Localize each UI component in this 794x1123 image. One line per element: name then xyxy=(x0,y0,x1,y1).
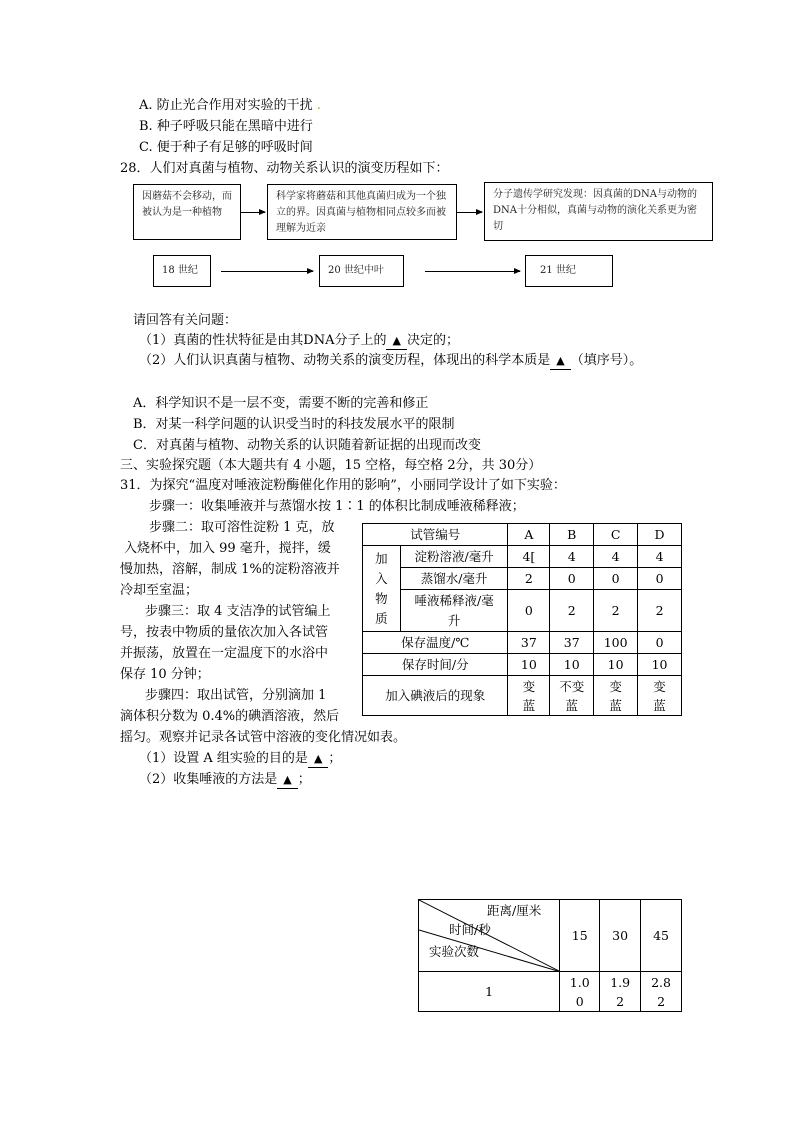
q27-option-c: C. 便于种子有足够的呼吸时间 xyxy=(139,140,313,155)
table-cell: 2 xyxy=(638,590,682,632)
distance-time-table xyxy=(418,899,682,1012)
q31-step2: 冷却至室温； xyxy=(120,583,199,598)
q31-step2: 步骤二：取可溶性淀粉 1 克，放 xyxy=(149,520,335,535)
table-cell: 2 xyxy=(594,590,638,632)
q28-prompt: 请回答有关问题： xyxy=(133,313,238,328)
q27-option-a: A. 防止光合作用对实验的干扰 . xyxy=(139,98,321,113)
arrow-icon xyxy=(425,271,520,272)
table-cell: 变 蓝 xyxy=(638,676,682,716)
table-cell: 变 蓝 xyxy=(508,676,550,716)
q31-step4: 步骤四：取出试管，分别滴加 1 xyxy=(145,688,327,703)
blank-triangle-icon: ▲ xyxy=(386,333,406,350)
q28-sub1: （1）真菌的性状特征是由其DNA分子上的 ▲ 决定的； xyxy=(139,333,459,348)
diag-distance-label: 距离/厘米 xyxy=(487,903,542,918)
table-cell: 1.9 2 xyxy=(600,972,641,1012)
table-cell: 10 xyxy=(550,654,594,676)
table-cell: 100 xyxy=(594,632,638,654)
table-header: 试管编号 xyxy=(363,524,508,546)
row-label: 淀粉溶液/毫升 xyxy=(400,546,508,568)
diag-trial-label: 实验次数 xyxy=(429,944,480,959)
table-cell: 4 xyxy=(638,546,682,568)
row-label: 保存温度/℃ xyxy=(363,632,508,654)
col-header: C xyxy=(594,524,638,546)
table-cell: 10 xyxy=(638,654,682,676)
q28-sub2: （2）人们认识真菌与植物、动物关系的演变历程，体现出的科学本质是 ▲ （填序号）。 xyxy=(139,353,643,368)
q31-step4: 摇匀。观察并记录各试管中溶液的变化情况如表。 xyxy=(120,730,407,745)
experiment-table xyxy=(362,523,682,716)
q31-step4: 滴体积分数为 0.4%的碘酒溶液，然后 xyxy=(120,709,340,724)
col-header: 45 xyxy=(641,900,682,972)
q31-step2: 入烧杯中，加入 99 毫升，搅拌，缓 xyxy=(124,541,331,556)
era-18th-century: 18 世纪 xyxy=(153,255,211,287)
row-label: 保存时间/分 xyxy=(363,654,508,676)
col-header: B xyxy=(550,524,594,546)
q31-step1: 步骤一：收集唾液并与蒸馏水按 1∶1 的体积比制成唾液稀释液； xyxy=(149,499,525,514)
section-3-heading: 三、实验探究题（本大题共有 4 小题，15 空格，每空格 2分，共 30分） xyxy=(120,458,542,473)
table-cell: 10 xyxy=(594,654,638,676)
table-cell: 0 xyxy=(594,568,638,590)
q28-option-c: C．对真菌与植物、动物关系的认识随着新证据的出现而改变 xyxy=(133,438,481,453)
box-20th-century-view: 科学家将蘑菇和其他真菌归成为一个独立的界。因真菌与植物相同点较多而被理解为近亲 xyxy=(267,184,457,240)
blank-triangle-icon: ▲ xyxy=(277,772,297,789)
blank-triangle-icon: ▲ xyxy=(308,751,328,768)
col-header: 15 xyxy=(560,900,600,972)
box-21st-century-view: 分子遗传学研究发现：因真菌的DNA与动物的DNA十分相似，真菌与动物的演化关系更为密切 xyxy=(484,182,713,241)
table-cell: 0 xyxy=(508,590,550,632)
row-label: 加入碘液后的现象 xyxy=(363,676,508,716)
added-substance-label: 加 入 物 质 xyxy=(363,546,401,632)
table-cell: 不变 蓝 xyxy=(550,676,594,716)
diagonal-header-cell xyxy=(419,900,560,972)
table-cell: 0 xyxy=(550,568,594,590)
q31-step3: 保存 10 分钟； xyxy=(120,667,210,682)
row-label: 蒸馏水/毫升 xyxy=(400,568,508,590)
row-label: 唾液稀释液/毫 升 xyxy=(400,590,508,632)
q31-step3: 步骤三：取 4 支洁净的试管编上 xyxy=(145,604,331,619)
era-20th-century: 20 世纪中叶 xyxy=(319,255,404,287)
q28-option-a: A．科学知识不是一层不变，需要不断的完善和修正 xyxy=(133,396,429,411)
col-header: 30 xyxy=(600,900,641,972)
table-cell: 变 蓝 xyxy=(594,676,638,716)
q31-stem: 31．为探究“温度对唾液淀粉酶催化作用的影响”，小丽同学设计了如下实验： xyxy=(120,478,566,493)
row-label: 1 xyxy=(419,972,560,1012)
arrow-icon xyxy=(241,212,265,213)
table-cell: 2 xyxy=(550,590,594,632)
q31-sub2: （2）收集唾液的方法是 ▲ ； xyxy=(139,772,311,787)
table-cell: 2.8 2 xyxy=(641,972,682,1012)
table-cell: 4 xyxy=(550,546,594,568)
col-header: D xyxy=(638,524,682,546)
table-cell: 0 xyxy=(638,632,682,654)
stray-dot: . xyxy=(316,98,321,113)
box-18th-century-view: 因蘑菇不会移动，而被认为是一种植物 xyxy=(133,184,241,240)
q28-stem: 28．人们对真菌与植物、动物关系认识的演变历程如下： xyxy=(120,161,449,176)
q27-option-b: B. 种子呼吸只能在黑暗中进行 xyxy=(139,119,313,134)
table-cell: 2 xyxy=(508,568,550,590)
table-cell: 0 xyxy=(638,568,682,590)
q31-sub1: （1）设置 A 组实验的目的是 ▲ ； xyxy=(139,751,342,766)
col-header: A xyxy=(508,524,550,546)
arrow-icon xyxy=(221,271,313,272)
table-cell: 4 xyxy=(594,546,638,568)
q31-step3: 并振荡，放置在一定温度下的水浴中 xyxy=(120,646,329,661)
blank-triangle-icon: ▲ xyxy=(550,353,570,370)
arrow-icon xyxy=(457,212,482,213)
era-21st-century: 21 世纪 xyxy=(525,255,613,287)
q28-option-b: B．对某一科学问题的认识受当时的科技发展水平的限制 xyxy=(133,417,455,432)
table-cell: 4[ xyxy=(508,546,550,568)
table-cell: 1.0 0 xyxy=(560,972,600,1012)
q31-step3: 号，按表中物质的量依次加入各试管 xyxy=(120,625,329,640)
table-cell: 37 xyxy=(550,632,594,654)
diag-time-label: 时间/秒 xyxy=(449,922,491,937)
table-cell: 37 xyxy=(508,632,550,654)
q31-step2: 慢加热，溶解，制成 1%的淀粉溶液并 xyxy=(120,562,340,577)
table-cell: 10 xyxy=(508,654,550,676)
